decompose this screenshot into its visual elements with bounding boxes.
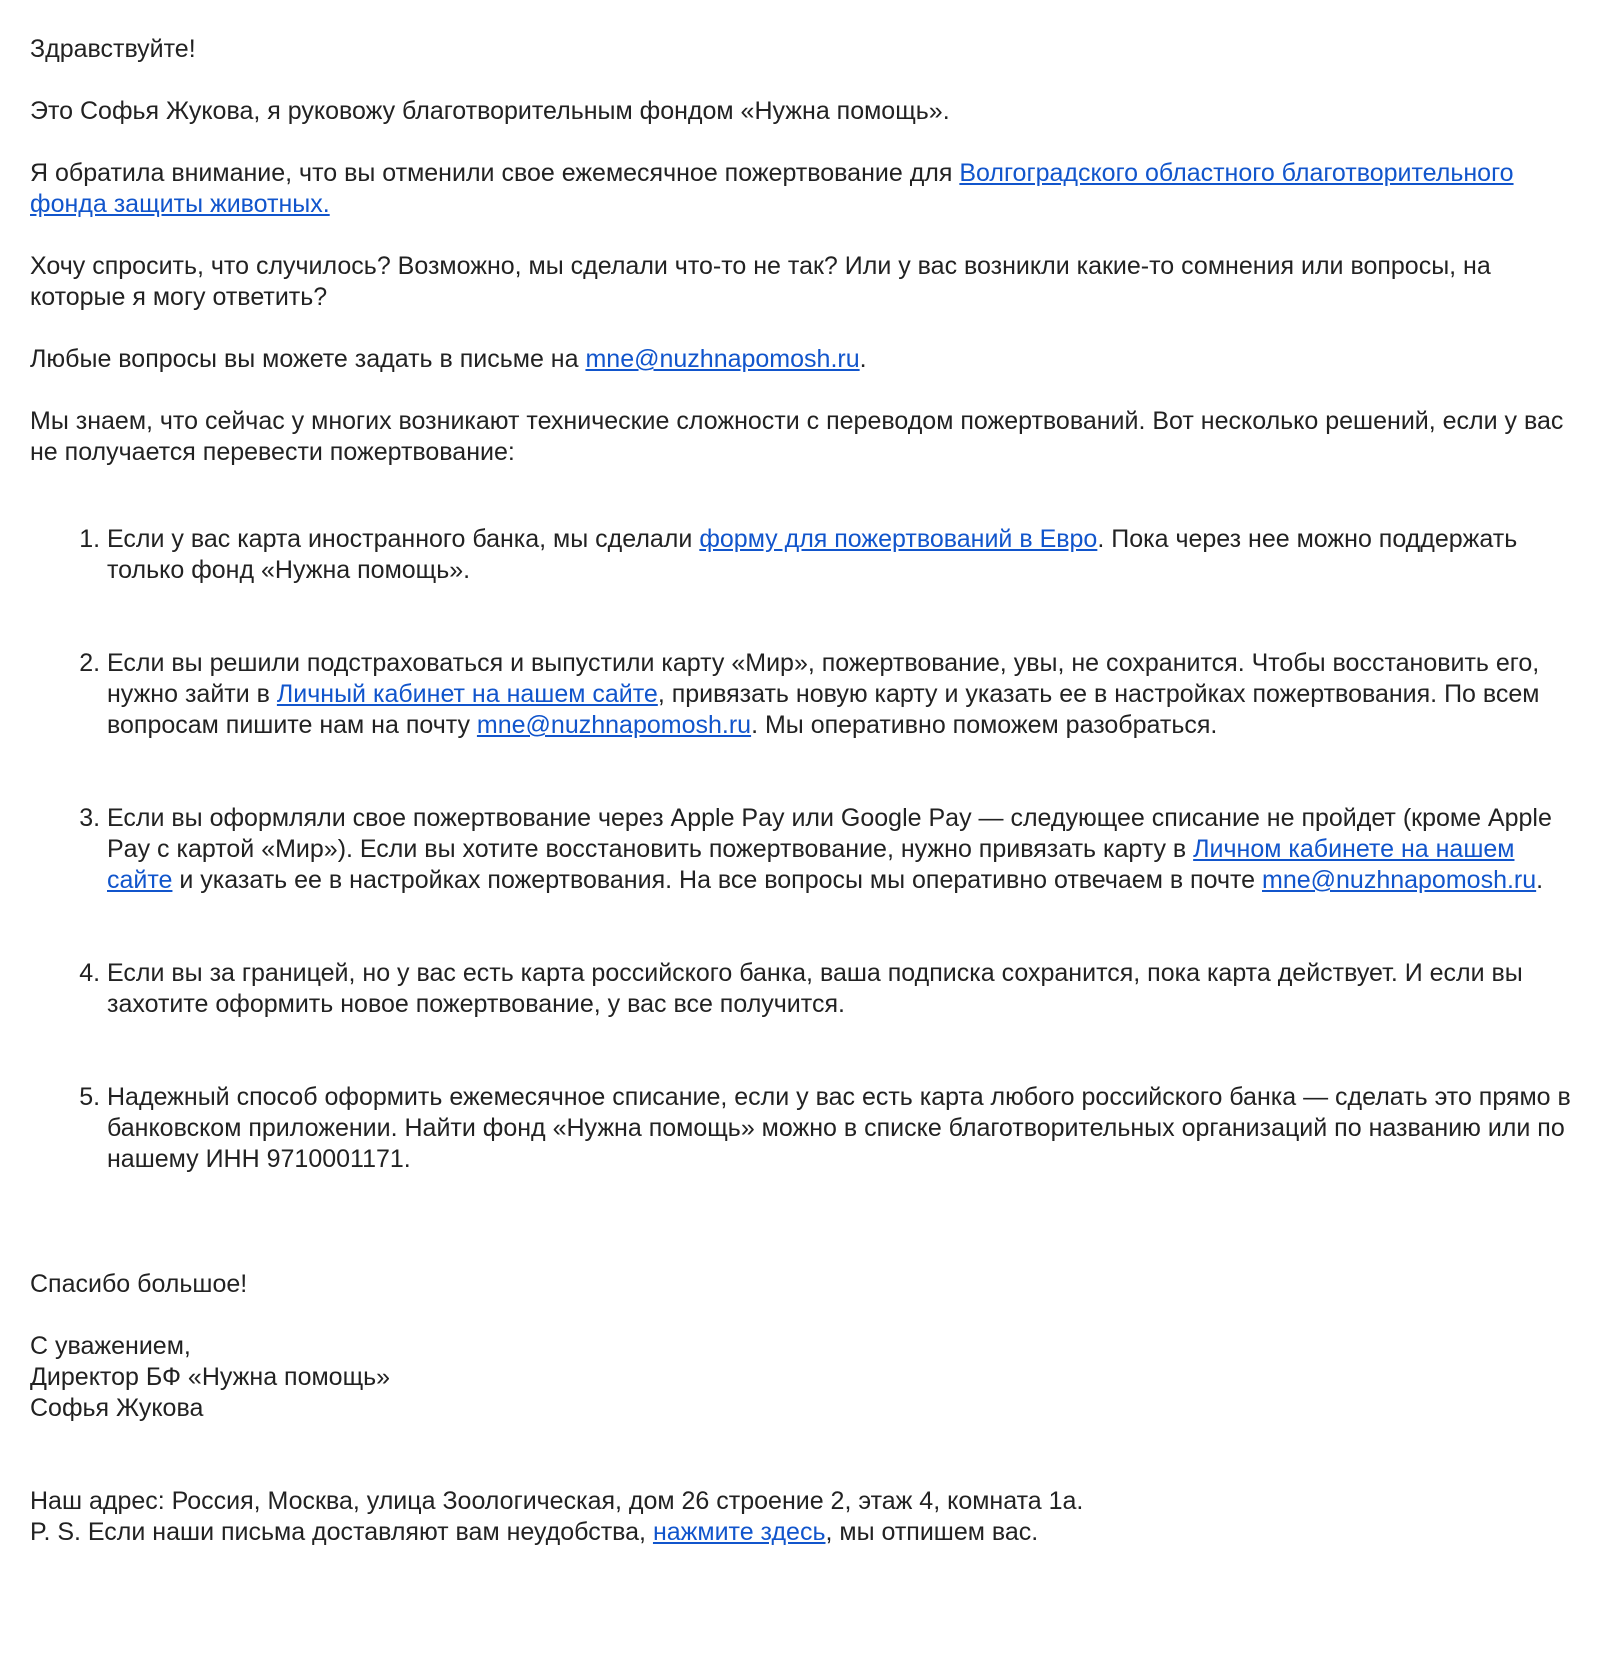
signature-name: Софья Жукова	[30, 1394, 204, 1422]
contact-text: Любые вопросы вы можете задать в письме на	[30, 345, 586, 373]
intro-paragraph: Это Софья Жукова, я руковожу благотворительным фондом «Нужна помощь».	[30, 97, 950, 125]
personal-account-link[interactable]: Личный кабинет на нашем сайте	[276, 680, 658, 708]
solution-2-text-end: . Мы оперативно поможем разобраться.	[751, 711, 1218, 739]
solution-4-text: Если вы за границей, но у вас есть карта российского банка, ваша подписка сохранится, пока карта действует. И если вы захотите оформить новое пожертвование, у вас все получится.	[107, 959, 1523, 1018]
footer-address: Наш адрес: Россия, Москва, улица Зоологическая, дом 26 строение 2, этаж 4, комната 1а.	[30, 1487, 1084, 1515]
personal-account-link-2[interactable]: Личном кабинете на нашем сайте	[107, 835, 1515, 894]
footer-ps-text: P. S. Если наши письма доставляют вам неудобства,	[30, 1518, 653, 1546]
contact-paragraph	[30, 344, 1575, 375]
greeting: Здравствуйте!	[30, 35, 196, 63]
solution-item-1	[107, 524, 1575, 586]
solution-item-3	[107, 803, 1575, 896]
solution-1-text-end: . Пока через нее можно поддержать только фонд «Нужна помощь».	[107, 525, 1518, 584]
contact-email-link[interactable]: mne@nuzhnapomosh.ru	[585, 345, 860, 373]
footer-ps-end: , мы отпишем вас.	[825, 1518, 1039, 1546]
foundation-link[interactable]: Волгоградского областного благотворительного фонда защиты животных.	[30, 159, 1514, 218]
solution-item-5	[107, 1082, 1575, 1175]
footer	[30, 1486, 1575, 1548]
notice-text: Я обратила внимание, что вы отменили свое ежемесячное пожертвование для	[30, 159, 960, 187]
signature-title: Директор БФ «Нужна помощь»	[30, 1363, 391, 1391]
signature-regards: С уважением,	[30, 1332, 191, 1360]
solution-item-2	[107, 648, 1575, 741]
question-paragraph: Хочу спросить, что случилось? Возможно, мы сделали что-то не так? Или у вас возникли какие-то сомнения или вопросы, на которые я могу ответить?	[30, 252, 1491, 311]
solution-3-text-end: .	[1536, 866, 1544, 894]
unsubscribe-link[interactable]: нажмите здесь	[652, 1518, 826, 1546]
euro-donation-form-link[interactable]: форму для пожертвований в Евро	[699, 525, 1098, 553]
solution-5-text: Надежный способ оформить ежемесячное списание, если у вас есть карта любого российского банка — сделать это прямо в банковском приложении. Найти фонд «Нужна помощь» можно в списке благотворительных организаций по названию или по нашему ИНН 9710001171.	[107, 1083, 1571, 1173]
solution-3-text-mid: и указать ее в настройках пожертвования. На все вопросы мы оперативно отвечаем в почте	[172, 866, 1262, 894]
solutions-list	[30, 524, 1575, 1175]
solution-1-text: Если у вас карта иностранного банка, мы сделали	[107, 525, 700, 553]
solution-2-text: Если вы решили подстраховаться и выпустили карту «Мир», пожертвование, увы, не сохранится. Чтобы восстановить его, нужно зайти в	[107, 649, 1540, 708]
solution-item-4	[107, 958, 1575, 1020]
solution-2-text-mid: , привязать новую карту и указать ее в настройках пожертвования. По всем вопросам пишите нам на почту	[107, 680, 1540, 739]
signature-block	[30, 1331, 1575, 1424]
problems-intro-paragraph: Мы знаем, что сейчас у многих возникают технические сложности с переводом пожертвований. Вот несколько решений, если у вас не получается перевести пожертвование:	[30, 407, 1564, 466]
solution-2-email-link[interactable]: mne@nuzhnapomosh.ru	[476, 711, 752, 739]
notice-paragraph	[30, 158, 1575, 220]
thanks-line: Спасибо большое!	[30, 1270, 248, 1298]
solution-3-email-link[interactable]: mne@nuzhnapomosh.ru	[1262, 866, 1537, 894]
solution-3-text: Если вы оформляли свое пожертвование через Apple Pay или Google Pay — следующее списание не пройдет (кроме Apple Pay с картой «Мир»). Если вы хотите восстановить пожертвование, нужно привязать карту в	[107, 804, 1552, 863]
contact-period: .	[859, 345, 867, 373]
email-body	[30, 34, 1575, 1548]
footer-ps	[30, 1517, 1575, 1548]
